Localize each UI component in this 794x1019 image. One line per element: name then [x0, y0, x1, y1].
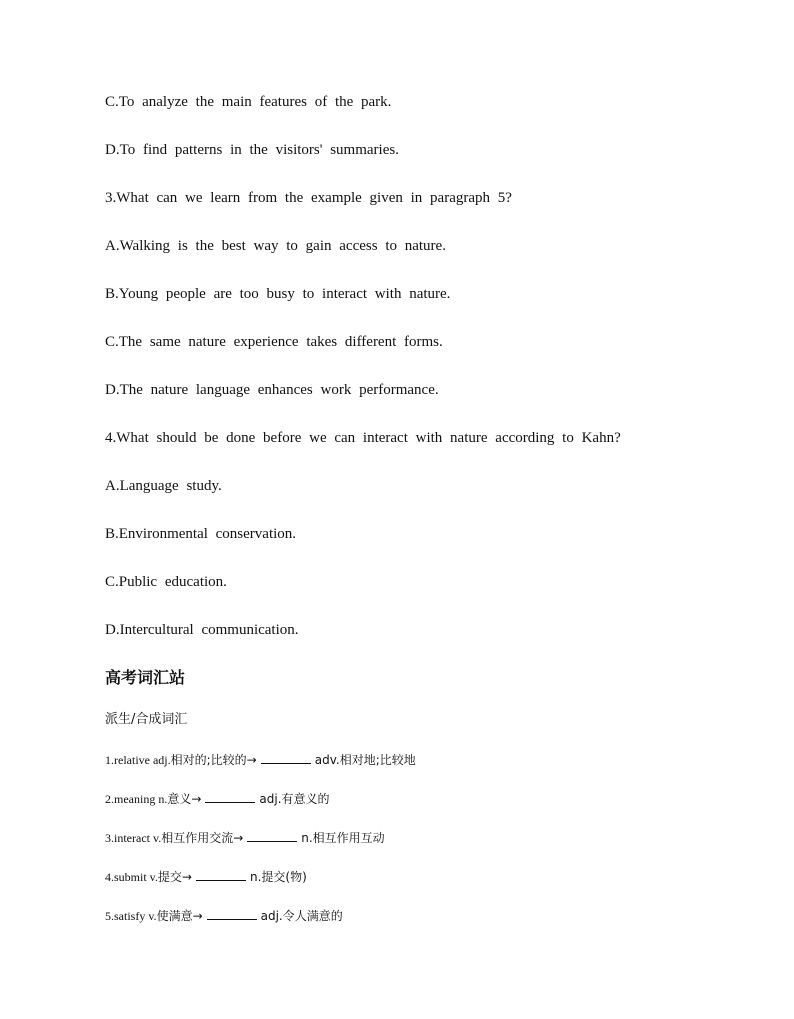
q2-option-c: C.To analyze the main features of the park. [105, 94, 392, 110]
vocab-item [105, 791, 330, 807]
vocab-item [105, 830, 385, 846]
vocab-item-meaning: 提交→ [157, 870, 192, 884]
vocab-item-meaning: 意义→ [167, 792, 202, 806]
answer-blank [207, 909, 257, 920]
answer-blank [196, 870, 246, 881]
vocab-item-word: 3.interact v. [105, 831, 162, 845]
vocab-item-target: adv.相对地;比较地 [314, 753, 416, 767]
vocab-item-word: 4.submit v. [105, 870, 158, 884]
vocab-item [105, 908, 343, 924]
q3-option-a: A.Walking is the best way to gain access to nature. [105, 238, 446, 254]
vocab-section-subtitle: 派生/合成词汇 [105, 712, 188, 727]
vocab-item-target: n.相互作用互动 [301, 831, 385, 845]
q4-option-b: B.Environmental conservation. [105, 526, 297, 542]
q3-option-d: D.The nature language enhances work performance. [105, 382, 439, 398]
vocab-item-meaning: 相互作用交流→ [161, 831, 244, 845]
vocab-item-word: 1.relative adj. [105, 753, 171, 767]
vocab-item-target: adj.有意义的 [259, 792, 330, 806]
q4-option-c: C.Public education. [105, 574, 227, 590]
answer-blank [261, 753, 311, 764]
q3-option-c: C.The same nature experience takes different forms. [105, 334, 443, 350]
answer-blank [247, 831, 297, 842]
vocab-item-word: 2.meaning n. [105, 792, 168, 806]
vocab-item-target: adj.令人满意的 [260, 909, 343, 923]
vocab-item-meaning: 使满意→ [156, 909, 203, 923]
vocab-item-word: 5.satisfy v. [105, 909, 157, 923]
q4-option-d: D.Intercultural communication. [105, 622, 299, 638]
q2-option-d: D.To find patterns in the visitors' summaries. [105, 142, 399, 158]
q3-option-b: B.Young people are too busy to interact with nature. [105, 286, 451, 302]
answer-blank [205, 792, 255, 803]
vocab-section-title: 高考词汇站 [105, 668, 186, 687]
q4-stem: 4.What should be done before we can interact with nature according to Kahn? [105, 430, 621, 446]
vocab-item-meaning: 相对的;比较的→ [170, 753, 257, 767]
vocab-item-target: n.提交(物) [249, 870, 307, 884]
q4-option-a: A.Language study. [105, 478, 222, 494]
vocab-item [105, 869, 307, 885]
vocab-item [105, 752, 416, 768]
q3-stem: 3.What can we learn from the example given in paragraph 5? [105, 190, 512, 206]
